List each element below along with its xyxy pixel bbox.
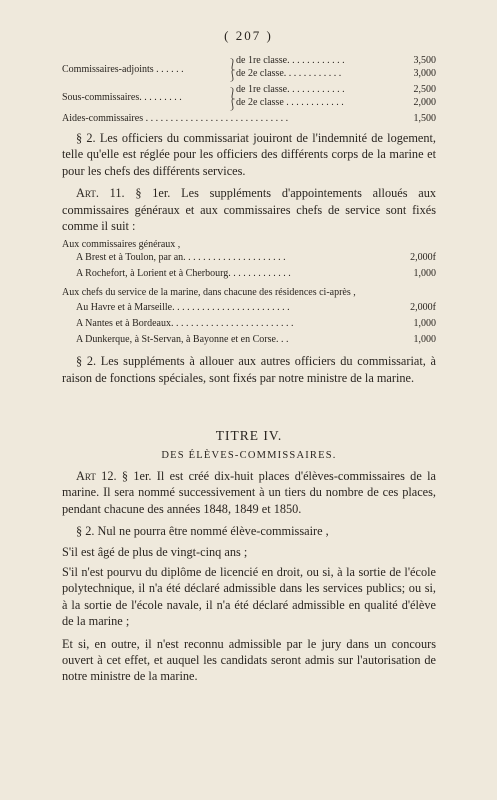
salary-amount: 2,000 [413,97,436,108]
list-item: A Brest et à Toulon, par an. . . . . . . . . . . . . . . . . . . . . 2,000f [76,252,436,264]
article-body: § 1er. Les suppléments d'appointements alloués aux commissaires généraux et aux commissaires chefs de service sont fixés comme il suit : [62,186,437,234]
paragraph-logement: § 2. Les officiers du commissariat jouiront de l'indemnité de logement, telle qu'elle est réglée pour les officiers des différents corps de la marine et pour les chefs des différents services. [62,131,436,178]
salary-class: de 1re classe. . . . . . . . . . . . [236,84,345,95]
salary-amount: 1,500 [413,113,436,124]
salary-amount: 3,500 [413,55,436,66]
article-heading: Art 12. [76,469,117,483]
salary-class: de 1re classe. . . . . . . . . . . . [236,55,345,66]
body-text-upper [62,130,436,386]
page-number: ( 207 ) [224,28,273,43]
salary-table: Commissaires-adjoints . . . . . . ⎱ ⎰ de 1re classe. . . . . . . . . . . . 3,500 de 2e classe. . . . . . . . . . . . 3,000 Sous-commissaires. . . . . . . . . ⎱ ⎰ de 1re classe. . . . . . . . . . . . 2,500 de 2e classe . . . . . . . . . . . . 2,000 Aides-commissaires . . . . . . . . . . . . . . . . . . . . . . . . . . . . . 1,500 [62,55,436,124]
section-subtitle: DES ÉLÈVES-COMMISSAIRES. [161,450,337,461]
commissaires-adjoints-label: Commissaires-adjoints . . . . . . [62,64,184,75]
gen-heading: Aux commissaires généraux , [62,239,181,251]
list-item: A Nantes et à Bordeaux. . . . . . . . . . . . . . . . . . . . . . . . . 1,000 [76,318,436,330]
section-title: TITRE IV. [215,428,283,443]
salary-amount: 2,500 [413,84,436,95]
paragraph-condition-concours: Et si, en outre, il n'est reconnu admissible par le jury dans un concours ouvert à cet effet, et auquel les candidats seront admis sur l'autorisation de notre ministre de la marine. [62,636,436,684]
paragraph-supplements: § 2. Les suppléments à allouer aux autres officiers du commissariat, à raison de fonctions spéciales, sont fixés par notre ministre de la marine. [62,354,436,385]
paragraph-condition-intro: § 2. Nul ne pourra être nommé élève-commissaire , [76,524,329,539]
paragraph-condition-diploma: S'il n'est pourvu du diplôme de licencié en droit, ou si, à la sortie de l'école polytechnique, il n'a été déclaré admissible dans les services publics; ou si, à la sortie de l'école navale, il n'a été déclaré admissible en qualité d'élève de la marine ; [62,565,436,629]
article-11 [62,185,436,234]
salary-class: de 2e classe. . . . . . . . . . . . [236,68,342,79]
body-text-lower [62,468,436,685]
article-body: § 1er. Il est créé dix-huit places d'élèves-commissaires de la marine. Il sera nommé successivement à un tiers du nombre de ces places, pendant chacune des années 1848, 1849 et 1850. [62,469,436,516]
list-item: A Dunkerque, à St-Servan, à Bayonne et en Corse. . . 1,000 [76,334,436,346]
article-heading: Art. 11. [76,186,125,201]
aides-commissaires-label: Aides-commissaires . . . . . . . . . . . . . . . . . . . . . . . . . . . . . [62,113,289,124]
salary-class: de 2e classe . . . . . . . . . . . . [236,97,344,108]
chefs-heading: Aux chefs du service de la marine, dans chacune des résidences ci-après , [62,287,356,299]
article-12 [62,468,436,517]
salary-amount: 3,000 [413,68,436,79]
sous-commissaires-label: Sous-commissaires. . . . . . . . . [62,92,182,103]
paragraph-condition-age: S'il est âgé de plus de vingt-cinq ans ; [62,544,248,559]
list-item: Au Havre et à Marseille. . . . . . . . . . . . . . . . . . . . . . . . 2,000f [76,302,436,314]
list-item: A Rochefort, à Lorient et à Cherbourg. . . . . . . . . . . . . 1,000 [76,268,436,280]
